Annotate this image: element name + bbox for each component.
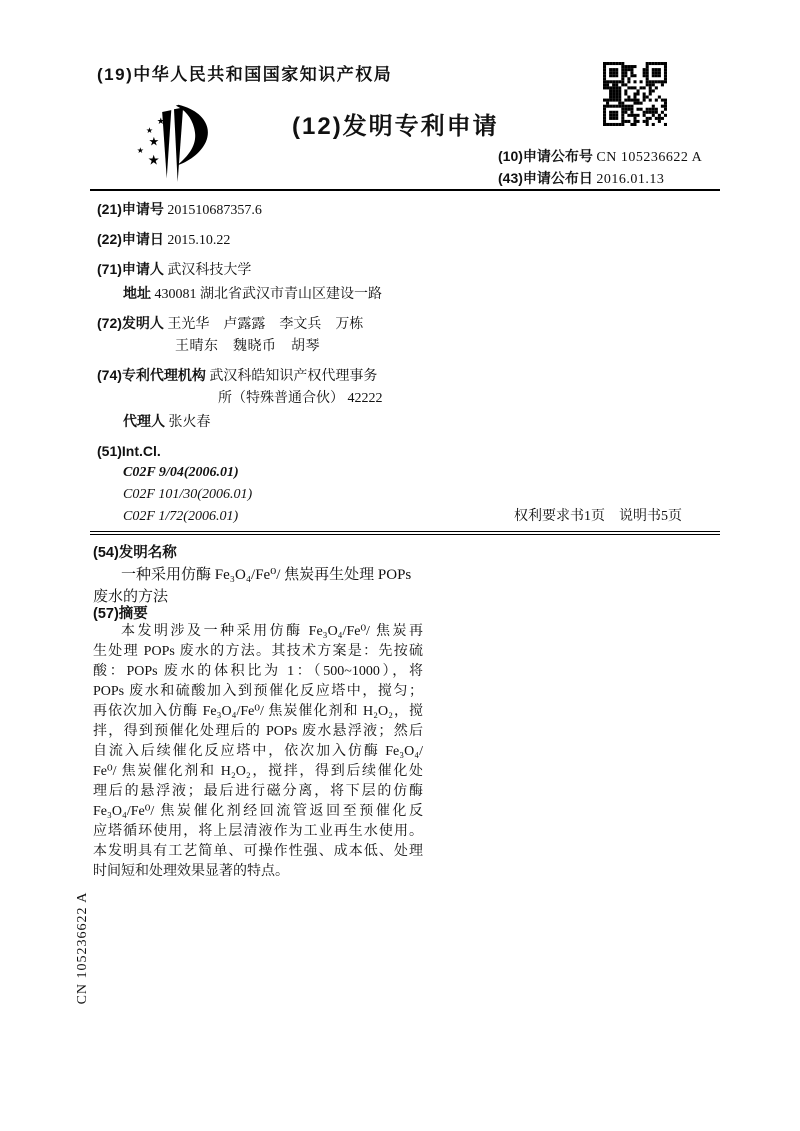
abstract-line: 自流入后续催化反应塔中，依次加入仿酶 Fe₃O₄/	[93, 744, 423, 759]
publication-date-value: 2016.01.13	[596, 172, 665, 187]
svg-text:★: ★	[156, 115, 165, 126]
address-label: 地址	[123, 285, 151, 301]
address-value: 430081 湖北省武汉市青山区建设一路	[154, 287, 382, 302]
applicant-row	[97, 258, 502, 282]
bibliographic-data	[97, 198, 502, 534]
abstract-line: 拌，得到预催化处理后的 POPs 废水悬浮液；然后	[93, 724, 423, 739]
application-number-value: 201510687357.6	[167, 203, 262, 218]
intcl-entry: C02F 1/72(2006.01)	[123, 509, 239, 524]
svg-text:★: ★	[148, 134, 160, 149]
abstract-text	[93, 622, 423, 882]
inventors-group	[97, 312, 502, 358]
abstract-line: 时间短和处理效果显著的特点。	[93, 864, 289, 879]
agency-label: (74)专利代理机构	[97, 367, 206, 383]
intcl-entry: C02F 101/30(2006.01)	[123, 487, 253, 502]
application-number-label: (21)申请号	[97, 201, 164, 217]
svg-text:★: ★	[147, 152, 160, 168]
intcl-label: (51)Int.Cl.	[97, 443, 161, 459]
applicant-label: (71)申请人	[97, 261, 164, 277]
intcl-entry: C02F 9/04(2006.01)	[123, 465, 239, 480]
publication-number-row	[498, 146, 702, 168]
address-row	[97, 282, 502, 306]
application-date-value: 2015.10.22	[167, 233, 231, 248]
inventors-label: (72)发明人	[97, 315, 164, 331]
publication-date-row	[498, 168, 702, 190]
application-date-group	[97, 228, 502, 252]
inventors-row	[97, 312, 502, 336]
application-date-label: (22)申请日	[97, 231, 164, 247]
svg-text:★: ★	[136, 145, 145, 155]
abstract-label: (57)摘要	[93, 606, 148, 622]
agent-label: 代理人	[123, 413, 165, 429]
abstract-line: Fe⁰/ 焦炭催化剂和 H₂O₂，搅拌，得到后续催化处	[93, 764, 423, 779]
agent-value: 张火春	[168, 415, 211, 430]
qr-code-icon	[603, 62, 667, 126]
abstract-line: 本发明具有工艺简单、可操作性强、成本低、处理	[93, 844, 423, 859]
inventors-line2: 王晴东 魏晓币 胡琴	[175, 339, 320, 354]
applicant-group	[97, 258, 502, 306]
svg-text:★: ★	[145, 125, 154, 135]
application-number-group	[97, 198, 502, 222]
header-divider	[90, 189, 720, 191]
invention-title-label: (54)发明名称	[93, 545, 177, 561]
agency-line1: 武汉科皓知识产权代理事务	[209, 369, 378, 384]
invention-title-line2: 废水的方法	[93, 589, 169, 605]
publication-number-label: (10)申请公布号	[498, 148, 593, 164]
document-type-title: (12)发明专利申请	[292, 113, 499, 140]
abstract-line: 本发明涉及一种采用仿酶 Fe₃O₄/Fe⁰/ 焦炭再	[121, 624, 423, 639]
pages-note: 权利要求书1页 说明书5页	[514, 509, 682, 524]
agency-row	[97, 364, 502, 388]
inventors-line1: 王光华 卢露露 李文兵 万栋	[167, 317, 364, 332]
abstract-line: 再依次加入仿酶 Fe₃O₄/Fe⁰/ 焦炭催化剂和 H₂O₂，搅	[93, 704, 423, 719]
publication-number-value: CN 105236622 A	[596, 150, 703, 165]
agency-group	[97, 364, 502, 434]
side-publication-code: CN 105236622 A	[75, 891, 90, 1005]
cnipa-logo-icon	[124, 94, 224, 190]
invention-title-section	[93, 541, 505, 608]
abstract-line: 生处理 POPs 废水的方法。其技术方案是：先按硫	[93, 644, 423, 659]
abstract-line: 理后的悬浮液；最后进行磁分离，将下层的仿酶	[93, 784, 423, 799]
agency-line2: 所（特殊普通合伙） 42222	[218, 391, 383, 406]
abstract-line: 酸：POPs 废水的体积比为 1：（500~1000），将	[93, 664, 423, 679]
publication-info	[498, 146, 702, 190]
applicant-value: 武汉科技大学	[167, 263, 252, 278]
abstract-line: 应塔循环使用，将上层清液作为工业再生水使用。	[93, 824, 423, 839]
abstract-line: POPs 废水和硫酸加入到预催化反应塔中，搅匀；	[93, 684, 423, 699]
invention-title	[93, 564, 505, 608]
abstract-line: Fe₃O₄/Fe⁰/ 焦炭催化剂经回流管返回至预催化反	[93, 804, 423, 819]
publication-date-label: (43)申请公布日	[498, 170, 593, 186]
publication-office: (19)中华人民共和国国家知识产权局	[97, 65, 393, 84]
agent-row	[97, 410, 502, 434]
section-divider	[90, 531, 720, 535]
invention-title-line1: 一种采用仿酶 Fe₃O₄/Fe⁰/ 焦炭再生处理 POPs	[121, 567, 412, 583]
